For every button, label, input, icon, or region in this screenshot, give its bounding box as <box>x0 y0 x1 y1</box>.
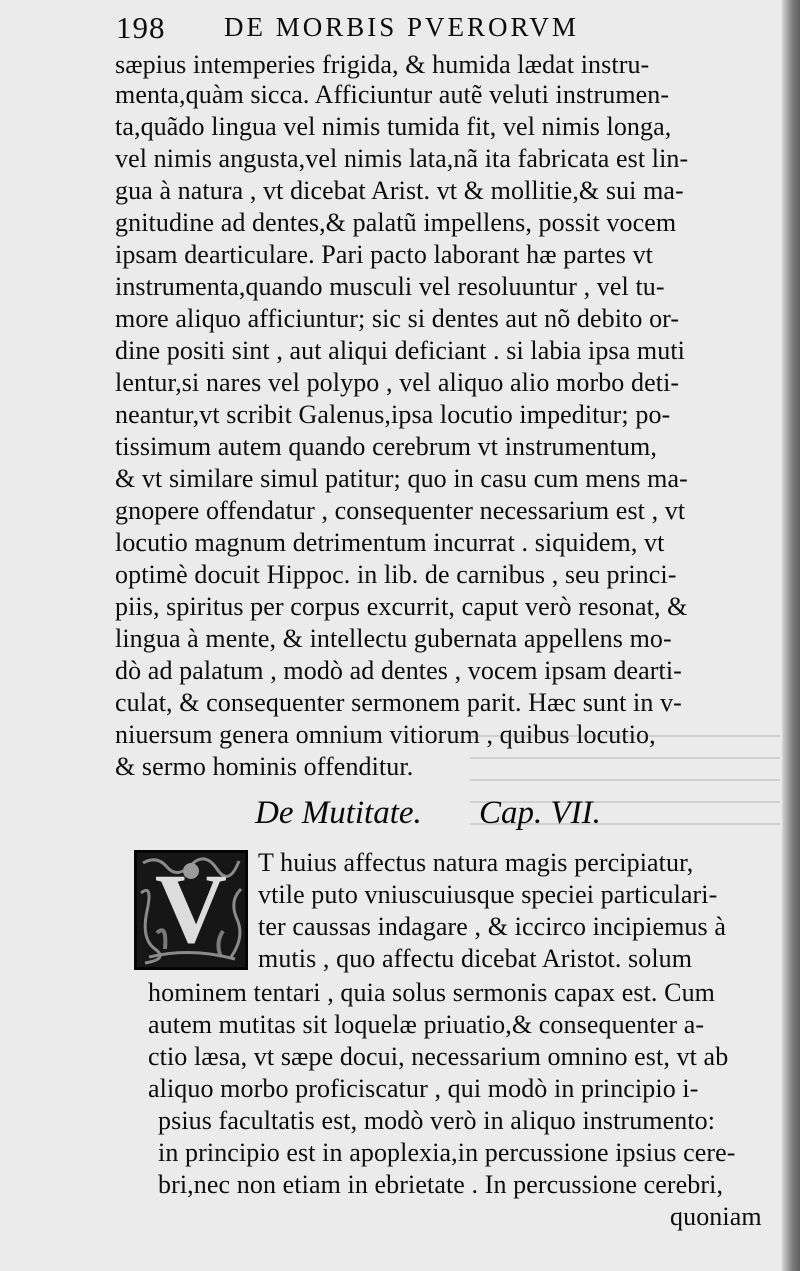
text-line: niuersum genera omnium vitiorum , quibus locutio, <box>115 720 656 749</box>
text-line: psius facultatis est, modò verò in aliquo instrumento: <box>158 1106 716 1135</box>
text-line: dine positi sint , aut aliqui deficiant . si labia ipsa muti <box>115 336 685 365</box>
text-line: in principio est in apoplexia,in percussione ipsius cere- <box>158 1138 736 1167</box>
text-line: more aliquo afficiuntur; sic si dentes aut nõ debito or- <box>115 304 680 333</box>
text-line: vtile puto vniuscuiusque speciei particulari- <box>258 880 718 909</box>
catchword: quoniam <box>670 1202 762 1231</box>
running-title: DE MORBIS PVERORVM <box>224 12 579 42</box>
text-line: culat, & consequenter sermonem parit. Hæc sunt in v- <box>115 688 682 717</box>
text-line: piis, spiritus per corpus excurrit, caput verò resonat, & <box>115 592 688 621</box>
text-line: ctio læsa, vt sæpe docui, necessarium omnino est, vt ab <box>148 1042 729 1071</box>
text-line: gnopere offendatur , consequenter necessarium est , vt <box>115 496 686 525</box>
text-line: ter caussas indagare , & iccirco incipiemus à <box>258 912 726 941</box>
text-line: locutio magnum detrimentum incurrat . siquidem, vt <box>115 528 665 557</box>
text-line: gnitudine ad dentes,& palatũ impellens, possit vocem <box>115 208 677 237</box>
text-line: menta,quàm sicca. Afficiuntur autẽ veluti instrumen- <box>115 80 670 109</box>
text-line: aliquo morbo proficiscatur , qui modò in principio i- <box>148 1074 699 1103</box>
chapter-number: Cap. VII. <box>479 795 601 831</box>
page-edge-shadow <box>782 0 800 1271</box>
text-line: & sermo hominis offenditur. <box>115 752 414 781</box>
text-line: T huius affectus natura magis percipiatur, <box>258 848 694 877</box>
text-line: ipsam dearticulare. Pari pacto laborant hæ partes vt <box>115 240 654 269</box>
text-line: dò ad palatum , modò ad dentes , vocem ipsam dearti- <box>115 656 682 685</box>
text-line: bri,nec non etiam in ebrietate . In percussione cerebri, <box>158 1170 724 1199</box>
text-line: sæpius intemperies frigida, & humida lædat instru- <box>115 50 650 79</box>
text-line: lentur,si nares vel polypo , vel aliquo alio morbo deti- <box>115 368 680 397</box>
page-number: 198 <box>116 10 166 45</box>
text-line: autem mutitas sit loquelæ priuatio,& consequenter a- <box>148 1010 705 1039</box>
text-line: & vt similare simul patitur; quo in casu cum mens ma- <box>115 464 688 493</box>
initial-letter: V <box>154 853 228 964</box>
text-line: mutis , quo affectu dicebat Aristot. solum <box>258 944 693 973</box>
text-line: instrumenta,quando musculi vel resoluuntur , vel tu- <box>115 272 665 301</box>
text-line: ta,quãdo lingua vel nimis tumida fit, vel nimis longa, <box>115 112 672 141</box>
decorated-initial <box>134 850 248 970</box>
text-line: optimè docuit Hippoc. in lib. de carnibus , seu princi- <box>115 560 677 589</box>
text-line: gua à natura , vt dicebat Arist. vt & mollitie,& sui ma- <box>115 176 684 205</box>
text-line: lingua à mente, & intellectu gubernata appellens mo- <box>115 624 672 653</box>
text-line: vel nimis angusta,vel nimis lata,nã ita fabricata est lin- <box>115 144 689 173</box>
running-head <box>116 10 756 46</box>
text-line: hominem tentari , quia solus sermonis capax est. Cum <box>148 978 715 1007</box>
text-line: tissimum autem quando cerebrum vt instrumentum, <box>115 432 657 461</box>
chapter-heading <box>255 795 675 835</box>
chapter-title: De Mutitate. <box>255 795 422 831</box>
text-line: neantur,vt scribit Galenus,ipsa locutio impeditur; po- <box>115 400 671 429</box>
